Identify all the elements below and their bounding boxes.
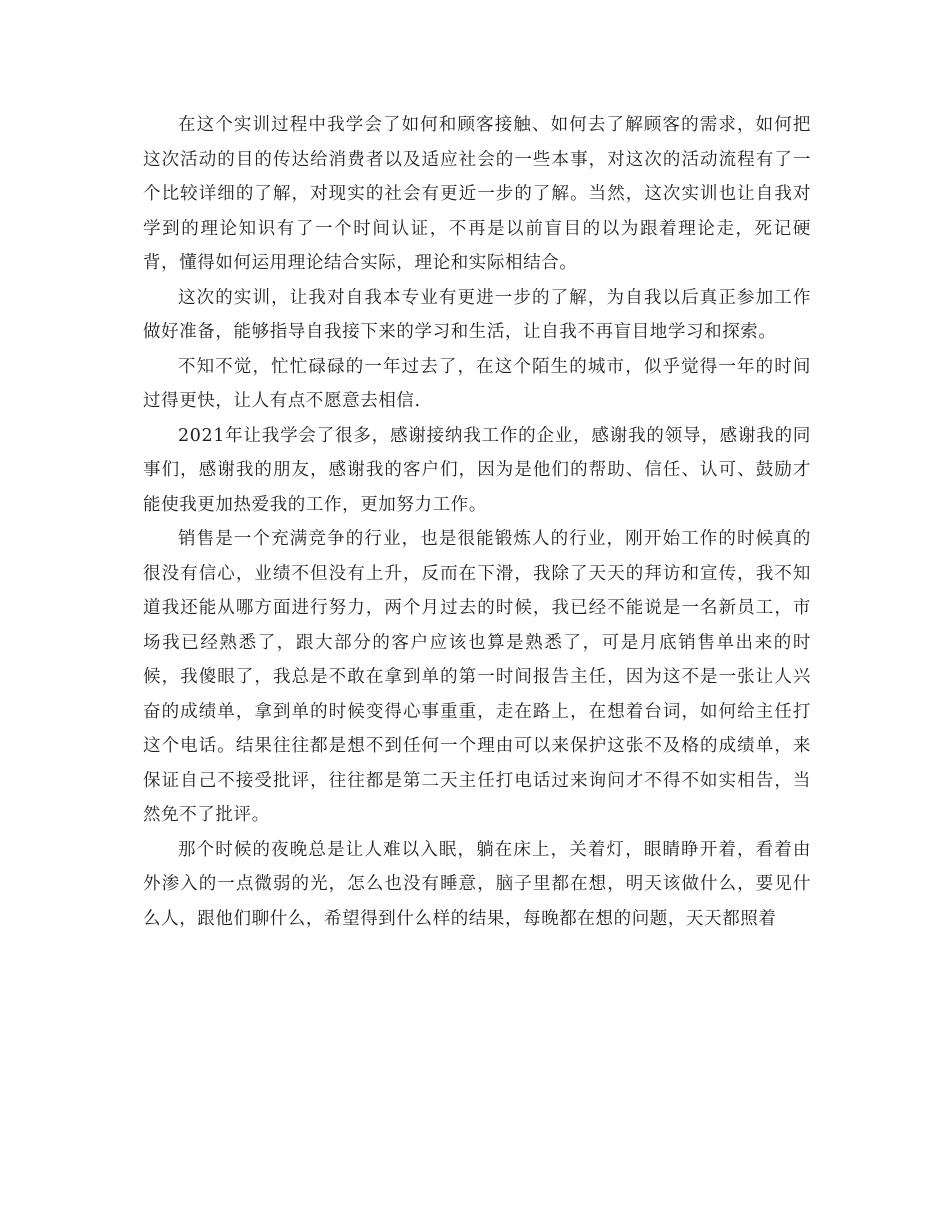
- document-body: [143, 108, 811, 936]
- paragraph-3: 不知不觉，忙忙碌碌的一年过去了，在这个陌生的城市，似乎觉得一年的时间过得更快，让人有点不愿意去相信.: [143, 356, 811, 411]
- paragraph-6: 那个时候的夜晚总是让人难以入眠，躺在床上，关着灯，眼睛睁开着，看着由外渗入的一点微弱的光，怎么也没有睡意，脑子里都在想，明天该做什么，要见什么人，跟他们聊什么，希望得到什么样的结果，每晚都在想的问题，天天都照着: [143, 839, 811, 929]
- paragraph-5: 销售是一个充满竞争的行业，也是很能锻炼人的行业，刚开始工作的时候真的很没有信心，业绩不但没有上升，反而在下滑，我除了天天的拜访和宣传，我不知道我还能从哪方面进行努力，两个月过去的时候，我已经不能说是一名新员工，市场我已经熟悉了，跟大部分的客户应该也算是熟悉了，可是月底销售单出来的时候，我傻眼了，我总是不敢在拿到单的第一时间报告主任，因为这不是一张让人兴奋的成绩单，拿到单的时候变得心事重重，走在路上，在想着台词，如何给主任打这个电话。结果往往都是想不到任何一个理由可以来保护这张不及格的成绩单，来保证自己不接受批评，往往都是第二天主任打电话过来询问才不得不如实相告，当然免不了批评。: [143, 529, 811, 825]
- paragraph-4: 2021年让我学会了很多，感谢接纳我工作的企业，感谢我的领导，感谢我的同事们，感谢我的朋友，感谢我的客户们，因为是他们的帮助、信任、认可、鼓励才能使我更加热爱我的工作，更加努力工作。: [143, 425, 811, 515]
- paragraph-2: 这次的实训，让我对自我本专业有更进一步的了解，为自我以后真正参加工作做好准备，能够指导自我接下来的学习和生活，让自我不再盲目地学习和探索。: [143, 287, 811, 342]
- paragraph-1: 在这个实训过程中我学会了如何和顾客接触、如何去了解顾客的需求，如何把这次活动的目的传达给消费者以及适应社会的一些本事，对这次的活动流程有了一个比较详细的了解，对现实的社会有更近一步的了解。当然，这次实训也让自我对学到的理论知识有了一个时间认证，不再是以前盲目的以为跟着理论走，死记硬背，懂得如何运用理论结合实际，理论和实际相结合。: [143, 115, 811, 273]
